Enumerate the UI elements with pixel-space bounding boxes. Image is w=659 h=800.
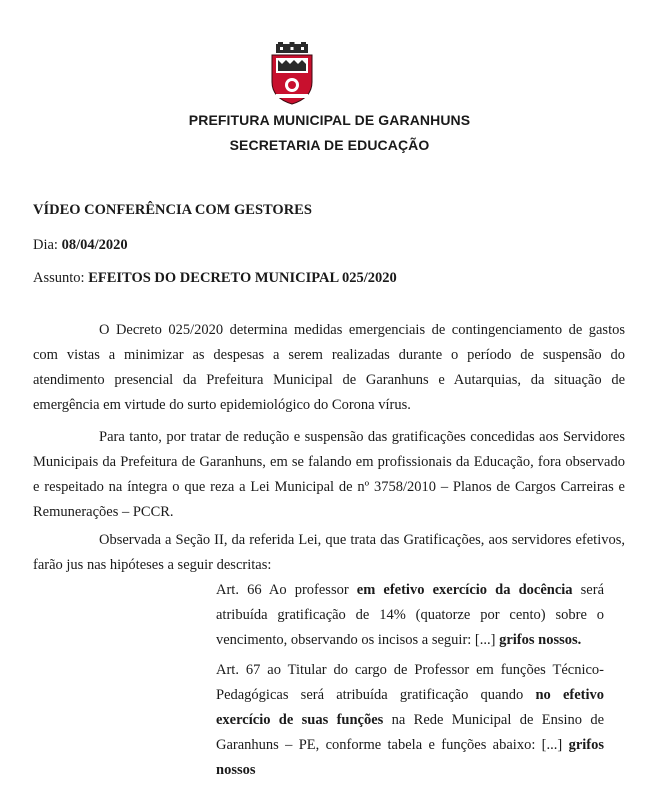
- subject-value: EFEITOS DO DECRETO MUNICIPAL 025/2020: [88, 270, 397, 286]
- date-label: Dia:: [33, 237, 58, 253]
- paragraph-gratifications: Para tanto, por tratar de redução e suspensão das gratificações concedidas aos Servidores Municipais da Prefeitura de Garanhuns, em se falando em profissionais da Educação, fora observado e respeitado na íntegra o que reza a Lei Municipal de nº 3758/2010 – Planos de Cargos Carreiras e Remunerações – PCCR.: [33, 429, 625, 520]
- subject-line: [33, 270, 397, 287]
- document-title: VÍDEO CONFERÊNCIA COM GESTORES: [33, 202, 312, 218]
- quote-emphasis: no efetivo exercício de suas funções: [216, 687, 605, 728]
- quote-emphasis: em efetivo exercício da docência: [356, 582, 573, 598]
- header-department: SECRETARIA DE EDUCAÇÃO: [229, 137, 430, 153]
- quote-text: na Rede Municipal de Ensino de Garanhuns – PE, conforme tabela e funções abaixo: [...]: [216, 712, 605, 753]
- date-value: 08/04/2020: [61, 237, 128, 253]
- quote-text: Art. 66 Ao professor: [216, 582, 357, 598]
- header-institution: PREFITURA MUNICIPAL DE GARANHUNS: [188, 112, 471, 128]
- quote-article-66: [216, 578, 604, 653]
- paragraph-decree: O Decreto 025/2020 determina medidas emergenciais de contingenciamento de gastos com vistas a minimizar as despesas a serem realizadas durante o período de suspensão do atendimento presencial da Prefeitura Municipal de Garanhuns e Autarquias, da situação de emergência em virtude do surto epidemiológico do Corona vírus.: [33, 322, 625, 413]
- quote-article-67: [216, 658, 604, 783]
- quote-emphasis: grifos nossos.: [499, 632, 582, 648]
- municipal-coat-of-arms-icon: [267, 42, 317, 106]
- quote-text: será atribuída gratificação de 14% (quatorze por cento) sobre o vencimento, observando os incisos a seguir: [...]: [216, 582, 604, 648]
- quote-text: Art. 67 ao Titular do cargo de Professor em funções Técnico-Pedagógicas será atribuída gratificação quando: [216, 662, 604, 703]
- subject-label: Assunto:: [33, 270, 85, 286]
- quote-emphasis: grifos nossos: [216, 737, 604, 778]
- paragraph-section-ii: Observada a Seção II, da referida Lei, que trata das Gratificações, aos servidores efetivos, farão jus nas hipóteses a seguir descritas:: [33, 532, 625, 573]
- date-line: [33, 237, 128, 254]
